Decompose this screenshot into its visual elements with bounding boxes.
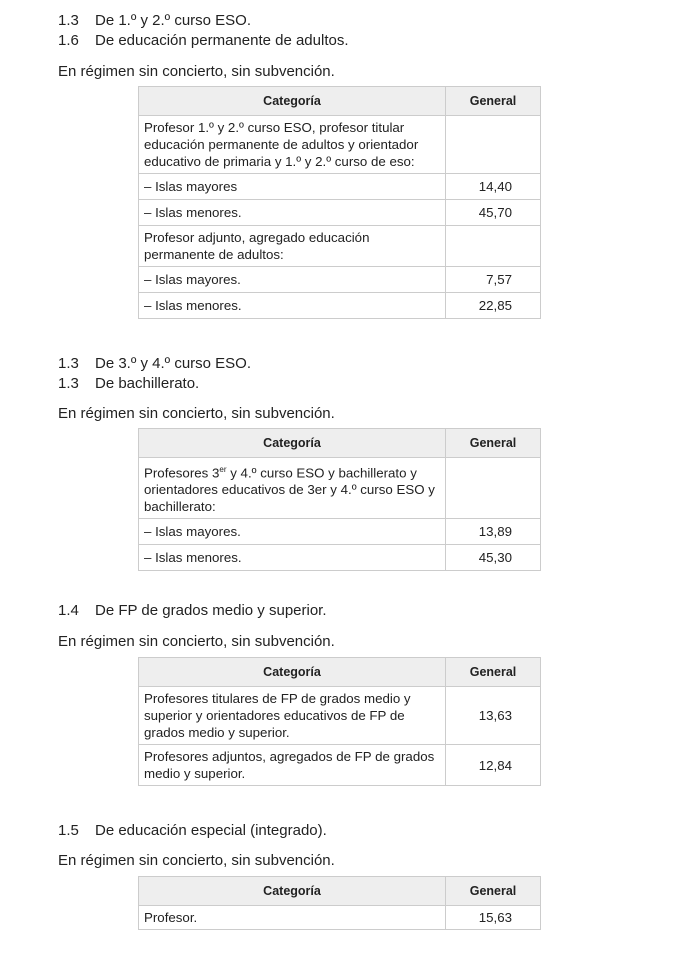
rates-table: [138, 86, 541, 319]
heading-text: De 3.º y 4.º curso ESO.: [95, 355, 252, 372]
heading-number: 1.6: [58, 31, 79, 49]
regime-text: En régimen sin concierto, sin subvención.: [58, 633, 335, 650]
value-cell: [446, 458, 541, 519]
category-sup: er: [219, 465, 227, 474]
table-row: [139, 200, 541, 226]
category-cell: – Islas mayores: [139, 174, 446, 200]
heading-number: 1.3: [58, 355, 79, 372]
regime-text: En régimen sin concierto, sin subvención.: [58, 63, 335, 80]
category-cell: Profesor 1.º y 2.º curso ESO, profesor titular educación permanente de adultos y orientador educativo de primaria y 1.º y 2.º curso de eso:: [139, 116, 446, 174]
category-cell: Profesor adjunto, agregado educación permanente de adultos:: [139, 226, 446, 267]
value-cell: 22,85: [446, 293, 541, 319]
section-4: [58, 821, 658, 925]
category-cell: – Islas menores.: [139, 293, 446, 319]
section-heading: [58, 821, 658, 841]
heading-number: 1.4: [58, 602, 79, 619]
value-cell: [446, 226, 541, 267]
value-cell: 14,40: [446, 174, 541, 200]
header-categoria: Categoría: [139, 87, 446, 116]
table-row: [139, 458, 541, 519]
value-cell: 13,63: [446, 687, 541, 745]
rates-table: [138, 657, 541, 786]
table-row: [139, 687, 541, 745]
category-cell: Profesor.: [139, 906, 446, 930]
table-row: [139, 545, 541, 571]
table-row: [139, 519, 541, 545]
table-row: [139, 745, 541, 786]
value-cell: 13,89: [446, 519, 541, 545]
table-row: [139, 116, 541, 174]
category-cell: [139, 458, 446, 519]
value-cell: 12,84: [446, 745, 541, 786]
heading-text: De 1.º y 2.º curso ESO.: [95, 12, 252, 29]
heading-number: 1.3: [58, 374, 79, 392]
category-cell: Profesores adjuntos, agregados de FP de grados medio y superior.: [139, 745, 446, 786]
header-general: General: [446, 658, 541, 687]
category-cell: – Islas mayores.: [139, 519, 446, 545]
value-cell: [446, 116, 541, 174]
header-general: General: [446, 429, 541, 458]
section-heading: [58, 374, 658, 394]
table-header-row: [139, 877, 541, 906]
section-2: [58, 354, 658, 566]
category-text: y 4.º curso ESO y bachillerato y orientadores educativos de 3er y 4.º curso ESO y bachillerato:: [144, 465, 435, 515]
section-heading: [58, 31, 658, 51]
heading-text: De educación especial (integrado).: [95, 822, 327, 839]
table-row: [139, 906, 541, 930]
table-header-row: [139, 658, 541, 687]
category-cell: – Islas menores.: [139, 200, 446, 226]
section-heading: [58, 11, 658, 31]
value-cell: 15,63: [446, 906, 541, 930]
table-row: [139, 267, 541, 293]
regime-text: En régimen sin concierto, sin subvención.: [58, 405, 335, 422]
regime-text: En régimen sin concierto, sin subvención.: [58, 852, 335, 869]
header-general: General: [446, 87, 541, 116]
value-cell: 45,70: [446, 200, 541, 226]
category-text: Profesores 3: [144, 465, 220, 481]
header-categoria: Categoría: [139, 658, 446, 687]
header-categoria: Categoría: [139, 429, 446, 458]
heading-number: 1.3: [58, 12, 79, 29]
table-row: [139, 293, 541, 319]
heading-text: De educación permanente de adultos.: [95, 31, 349, 49]
section-heading: [58, 601, 658, 621]
value-cell: 7,57: [446, 267, 541, 293]
section-1: [58, 11, 658, 313]
rates-table: [138, 428, 541, 571]
table-row: [139, 226, 541, 267]
category-cell: – Islas mayores.: [139, 267, 446, 293]
heading-number: 1.5: [58, 822, 79, 839]
heading-text: De FP de grados medio y superior.: [95, 602, 327, 619]
section-3: [58, 601, 658, 781]
category-cell: – Islas menores.: [139, 545, 446, 571]
category-cell: Profesores titulares de FP de grados medio y superior y orientadores educativos de FP de grados medio y superior.: [139, 687, 446, 745]
table-header-row: [139, 87, 541, 116]
header-categoria: Categoría: [139, 877, 446, 906]
header-general: General: [446, 877, 541, 906]
section-heading: [58, 354, 658, 374]
table-header-row: [139, 429, 541, 458]
rates-table: [138, 876, 541, 930]
heading-text: De bachillerato.: [95, 374, 200, 392]
value-cell: 45,30: [446, 545, 541, 571]
table-row: [139, 174, 541, 200]
